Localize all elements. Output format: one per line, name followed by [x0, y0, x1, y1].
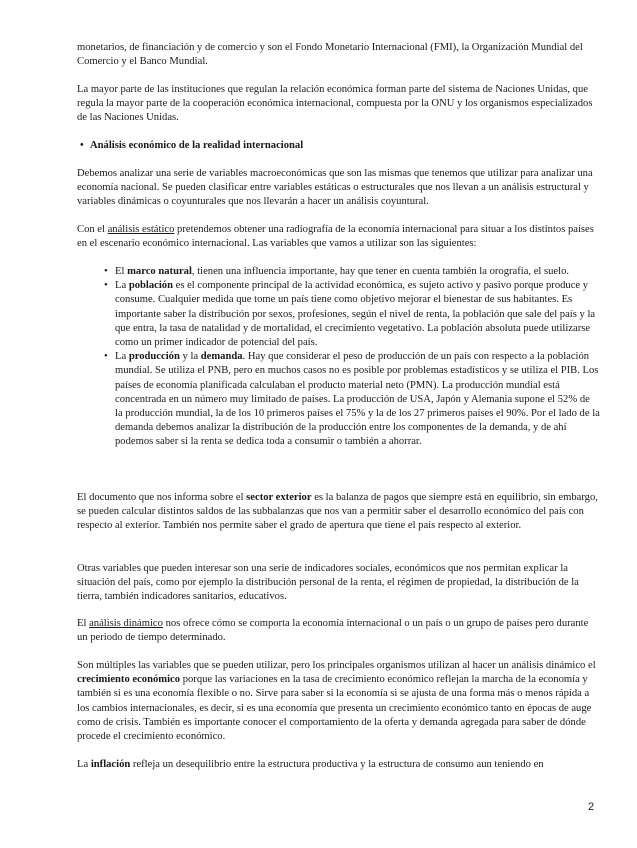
list-item-production-demand: • La producción y la demanda. Hay que considerar el peso de producción de un país con respecto a la población mundial. Se utiliza el PNB, pero en muchos casos no es posible por problemas estadísticos y se utiliza el PIB. Los países de economía planificada calculaban el producto material neto (PMN). La producción mundial está concentrada en un número muy limitado de países. La producción de USA, Japón y Alemania supone el 52% de la producción mundial, la de los 10 primeros países el 75% y la de los 27 primeros países el 90%. Por el lado de la demanda debemos analizar la distribución de la producción entre los componentes de la demanda, y de ahí podemos saber si la renta se dedica toda a consumir o también a ahorrar.	[104, 351, 600, 448]
paragraph-social-indicators: Otras variables que pueden interesar son una serie de indicadores sociales, económicos que nos permitan explicar la situación del país, como por ejemplo la distribución personal de la renta, el régimen de propiedad, la distribución de la tierra, también indicadores sanitarios, educativos.	[77, 563, 579, 603]
paragraph-inflation: La inflación refleja un desequilibrio entre la estructura productiva y la estructura de consumo aun teniendo en	[77, 759, 544, 770]
paragraph-united-nations: La mayor parte de las instituciones que regulan la relación económica forman parte del sistema de Naciones Unidas, que regula la mayor parte de la cooperación económica internacional, compuesta por la ONU y los organismos especializados de las Naciones Unidas.	[77, 84, 593, 124]
paragraph-static-analysis: Con el análisis estático pretendemos obtener una radiografía de la economía internacional para situar a los distintos países en el escenario económico internacional. Las variables que vamos a utilizar son las siguientes:	[77, 224, 594, 250]
paragraph-institutions-end: monetarios, de financiación y de comercio y son el Fondo Monetario Internacional (FMI), la Organización Mundial del Comercio y el Banco Mundial.	[77, 42, 583, 68]
term-static-analysis: análisis estático	[107, 224, 175, 235]
paragraph-external-sector: El documento que nos informa sobre el sector exterior es la balanza de pagos que siempre está en equilibrio, sin embargo, se pueden calcular distintos saldos de las subbalanzas que nos van a permitir saber el desarrollo económico del país con respecto al exterior. También nos permite saber el grado de apertura que tiene el país respecto al exterior.	[77, 492, 598, 532]
paragraph-economic-growth: Son múltiples las variables que se pueden utilizar, pero los principales organismos utilizan al hacer un análisis dinámico el crecimiento económico porque las variaciones en la tasa de crecimiento económico reflejan la marcha de la economía y también si es una economía flexible o no. Sirve para saber si la economía si se ajusta de una forma más o menos rápida a los cambios internacionales, es decir, si es una economía que presenta un crecimiento económico tanto en épocas de auge como de crisis. También es importante conocer el comportamiento de la oferta y demanda agregada para saber de dónde procede el crecimiento económico.	[77, 660, 596, 743]
list-item-natural-frame: • El marco natural, tienen una influencia importante, hay que tener en cuenta también la orografía, el suelo.	[104, 265, 600, 279]
list-item-population: • La población es el componente principal de la actividad económica, es sujeto activo y pasivo porque produce y consume. Cualquier medida que tome un país tiene como objetivo mejorar el bienestar de sus habitantes. Es importante saber la distribución por sexos, profesiones, según el nivel de renta, la población que sale del país y la que entra, la tasa de natalidad y de mortalidad, el crecimiento vegetativo. La población absoluta puede utilizarse como un primer indicador de potencial del país.	[104, 280, 596, 349]
paragraph-dynamic-analysis: El análisis dinámico nos ofrece cómo se comporta la economía internacional o un país o un grupo de países pero durante un periodo de tiempo determinado.	[77, 618, 589, 644]
paragraph-macro-variables: Debemos analizar una serie de variables macroeconómicas que son las mismas que tenemos que utilizar para analizar una economía nacional. Se pueden clasificar entre variables estáticas o estructurales que nos llevan a un análisis estructural y variables dinámicas o coyunturales que nos llevarán a hacer un análisis coyuntural.	[77, 168, 593, 208]
bullet-icon: •	[104, 266, 108, 277]
bullet-icon: •	[104, 280, 108, 292]
bullet-icon: •	[104, 351, 108, 363]
heading-text: Análisis económico de la realidad internacional	[90, 140, 304, 151]
section-heading	[80, 139, 600, 153]
term-dynamic-analysis: análisis dinámico	[89, 618, 163, 629]
heading-bullet-icon: •	[80, 140, 84, 151]
page-number: 2	[588, 801, 595, 813]
variables-list	[104, 265, 600, 450]
